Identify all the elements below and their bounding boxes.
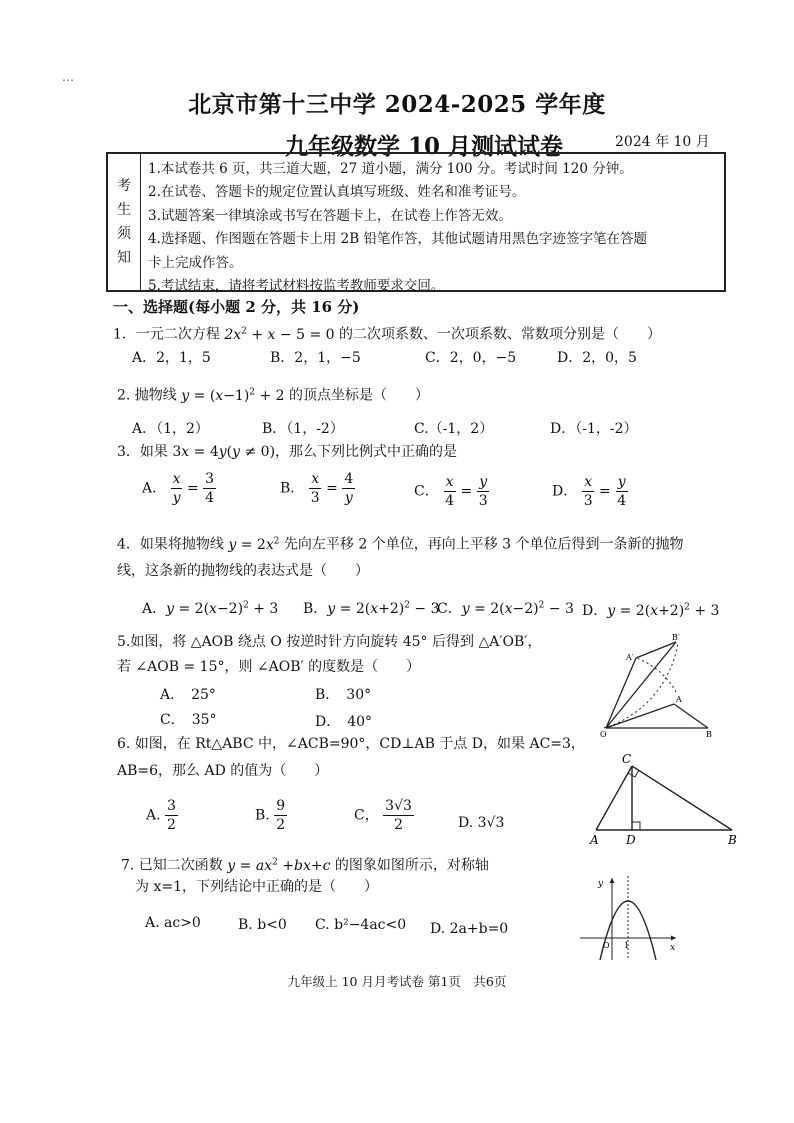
q7-option-b[interactable]: B. b<0 [238,917,287,933]
q2-option-b[interactable]: B．（1，-2） [262,421,344,437]
notice-item: 1.本试卷共 6 页，共三道大题，27 道小题，满分 100 分。考试时间 120 分钟。 [148,161,633,177]
q7-option-a[interactable]: A. ac>0 [145,915,201,931]
question-2-stem-text: 的顶点坐标是（ ） [284,387,430,404]
question-6-stem-cont: AB=6，那么 AD 的值为（ ） [117,763,329,779]
q6-right-angle-d [632,822,640,830]
option-label: D. [458,815,474,831]
q3-condition: 3x = 4y(y ≠ 0) [172,444,276,460]
q2-option-c[interactable]: C.（-1，2） [414,421,494,437]
notice-side-char: 生 [117,202,131,218]
notice-item: 卡上完成作答。 [148,254,243,271]
question-1-stem-text: 的二次项系数、一次项系数、常数项分别是（ ） [334,326,661,343]
q7-option-d[interactable]: D. 2a+b=0 [430,921,509,937]
q6-label-b: B [728,833,737,847]
question-6-stem: 6. 如图，在 Rt△ABC 中，∠ACB=90°，CD⊥AB 于点 D，如果 AC=3， [117,736,585,752]
exam-date: 2024 年 10 月 [615,134,710,150]
q7-y-axis-arrow [610,878,615,883]
q3-option-d[interactable]: D． $\frac{x}{3}$ = $\frac{y}{4}$ [552,474,627,509]
option-label: D． [552,483,578,500]
q6-option-c[interactable]: C， $\frac{3√3}{2}$ [354,798,412,833]
question-7-stem-text: 的图象如图所示，对称轴 [330,857,489,874]
option-label: A. [146,807,161,824]
q7-option-c[interactable]: C. b²−4ac<0 [315,917,407,933]
question-3-stem-text: ，那么下列比例式中正确的是 [275,444,458,460]
exam-title: 北京市第十三中学 2024-2025 学年度 [188,91,606,118]
q7-label-y: y [598,879,604,889]
q4-option-b[interactable]: B．$y = 2(x+2)^2 - 3$ [303,600,440,617]
notice-side-char: 须 [117,226,131,242]
q2-option-a[interactable]: A．（1，2） [132,421,209,437]
option-label: B． [303,601,328,617]
q7-label-x: x [670,943,676,953]
question-5-stem-cont: 若 ∠AOB = 15°，则 ∠AOB′ 的度数是（ ） [117,659,421,675]
question-7-stem [121,852,489,876]
q5-option-b[interactable]: B． 30° [315,687,372,703]
option-label: B． [280,480,305,497]
q7-x-axis-arrow [671,936,676,941]
q6-label-a: A [590,833,599,847]
option-label: D． [582,603,608,619]
q6-option-d[interactable]: D. 3√3 [458,815,505,831]
q1-option-a[interactable]: A．2，1，5 [132,350,211,366]
q6-triangle-figure [586,752,742,848]
q4-option-d[interactable]: D．$y = 2(x+2)^2 + 3$ [582,602,720,619]
q4-option-c[interactable]: C．$y = 2(x-2)^2 - 3$ [437,600,574,617]
question-7-stem-text: 7. 已知二次函数 [121,857,228,874]
section-title: 一、选择题(每小题 2 分，共 16 分) [113,298,360,316]
notice-items [148,158,718,298]
notice-item: 2.在试卷、答题卡的规定位置认真填写班级、姓名和准考证号。 [148,184,526,201]
q5-option-a[interactable]: A． 25° [160,687,216,703]
q3-option-c[interactable]: C． $\frac{x}{4}$ = $\frac{y}{3}$ [414,474,488,509]
question-1-stem-text: 1．一元二次方程 [113,326,225,343]
q1-option-c[interactable]: C．2，0，−5 [425,350,517,366]
question-3-stem-text: 3．如果 [117,444,173,460]
notice-box [106,152,726,295]
q5-label-b: B [706,730,712,738]
q5-arc-inner [636,658,676,692]
q5-segment-oa-prime [606,658,636,728]
notice-side-char: 考 [117,178,131,194]
q6-option-b[interactable]: B. $\frac{9}{2}$ [255,798,286,833]
exam-subtitle: 九年级数学 10 月测试试卷 [285,133,564,160]
option-label: C． [437,601,462,617]
corner-mark: … [62,70,74,84]
q1-equation: $2x^2 + x - 5 = 0$ [224,326,335,343]
q2-option-d[interactable]: D．（-1，-2） [550,421,638,437]
option-label: C， [354,807,379,824]
question-2-stem-text: 2. 抛物线 [117,387,182,404]
option-label: C． [414,483,439,500]
question-4-stem [117,531,684,555]
q6-segment-ac [596,766,632,830]
q5-label-a: A [676,695,682,704]
q3-option-b[interactable]: B． $\frac{x}{3}$ = $\frac{4}{y}$ [280,471,354,506]
q7-label-origin: O [603,941,610,950]
question-4-stem-cont: 线，这条新的抛物线的表达式是（ ） [117,563,369,579]
option-label: B. [255,807,270,824]
q1-option-d[interactable]: D．2，0，5 [557,350,637,366]
page-footer: 九年级上 10 月月考试卷 第1页 共6页 [287,974,507,989]
q1-option-b[interactable]: B．2，1，−5 [270,350,361,366]
q4-equation: $y = 2x^2$ [228,536,280,553]
q6-label-d: D [626,833,636,847]
question-1-stem [113,321,661,345]
question-2-stem [117,382,429,406]
q6-label-c: C [622,752,632,766]
q7-parabola-figure [576,872,686,962]
q4-option-a[interactable]: A．$y = 2(x-2)^2 + 3$ [142,600,279,617]
question-7-stem-cont: 为 x=1，下列结论中正确的是（ ） [135,879,378,895]
q5-label-b-prime: B′ [672,633,680,642]
notice-item: 5.考试结束，请将考试材料按监考教师要求交回。 [148,278,445,295]
question-5-stem: 5.如图，将 △AOB 绕点 O 按逆时针方向旋转 45° 后得到 △A′OB′， [117,634,542,650]
question-4-stem-text: 4．如果将抛物线 [117,536,229,553]
q5-option-d[interactable]: D． 40° [315,714,373,730]
q7-label-one: 1 [624,941,630,950]
option-label: A． [142,601,167,617]
option-label: A． [142,480,167,497]
q7-equation: $y = ax^2 +bx+c$ [227,857,331,874]
notice-side-char: 知 [117,250,131,266]
q6-option-a[interactable]: A. $\frac{3}{2}$ [146,798,176,833]
notice-side-label [108,154,141,290]
q5-rotation-figure [596,630,720,738]
q5-label-o: O [600,730,607,738]
q5-segment-ab [674,704,708,728]
notice-item: 3.试题答案一律填涂或书写在答题卡上，在试卷上作答无效。 [148,207,512,224]
q5-option-c[interactable]: C． 35° [160,712,217,728]
q2-equation: $y = (x-1)^2 + 2$ [181,387,285,404]
q3-option-a[interactable]: A． $\frac{x}{y}$ = $\frac{3}{4}$ [142,471,215,506]
q6-segment-cb [632,766,732,830]
question-4-stem-text: 先向左平移 2 个单位，再向上平移 3 个单位后得到一条新的抛物 [279,536,684,553]
q5-label-a-prime: A′ [626,653,634,662]
notice-item: 4.选择题、作图题在答题卡上用 2B 铅笔作答，其他试题请用黑色字迹签字笔在答题 [148,231,647,248]
question-3-stem [117,442,457,462]
